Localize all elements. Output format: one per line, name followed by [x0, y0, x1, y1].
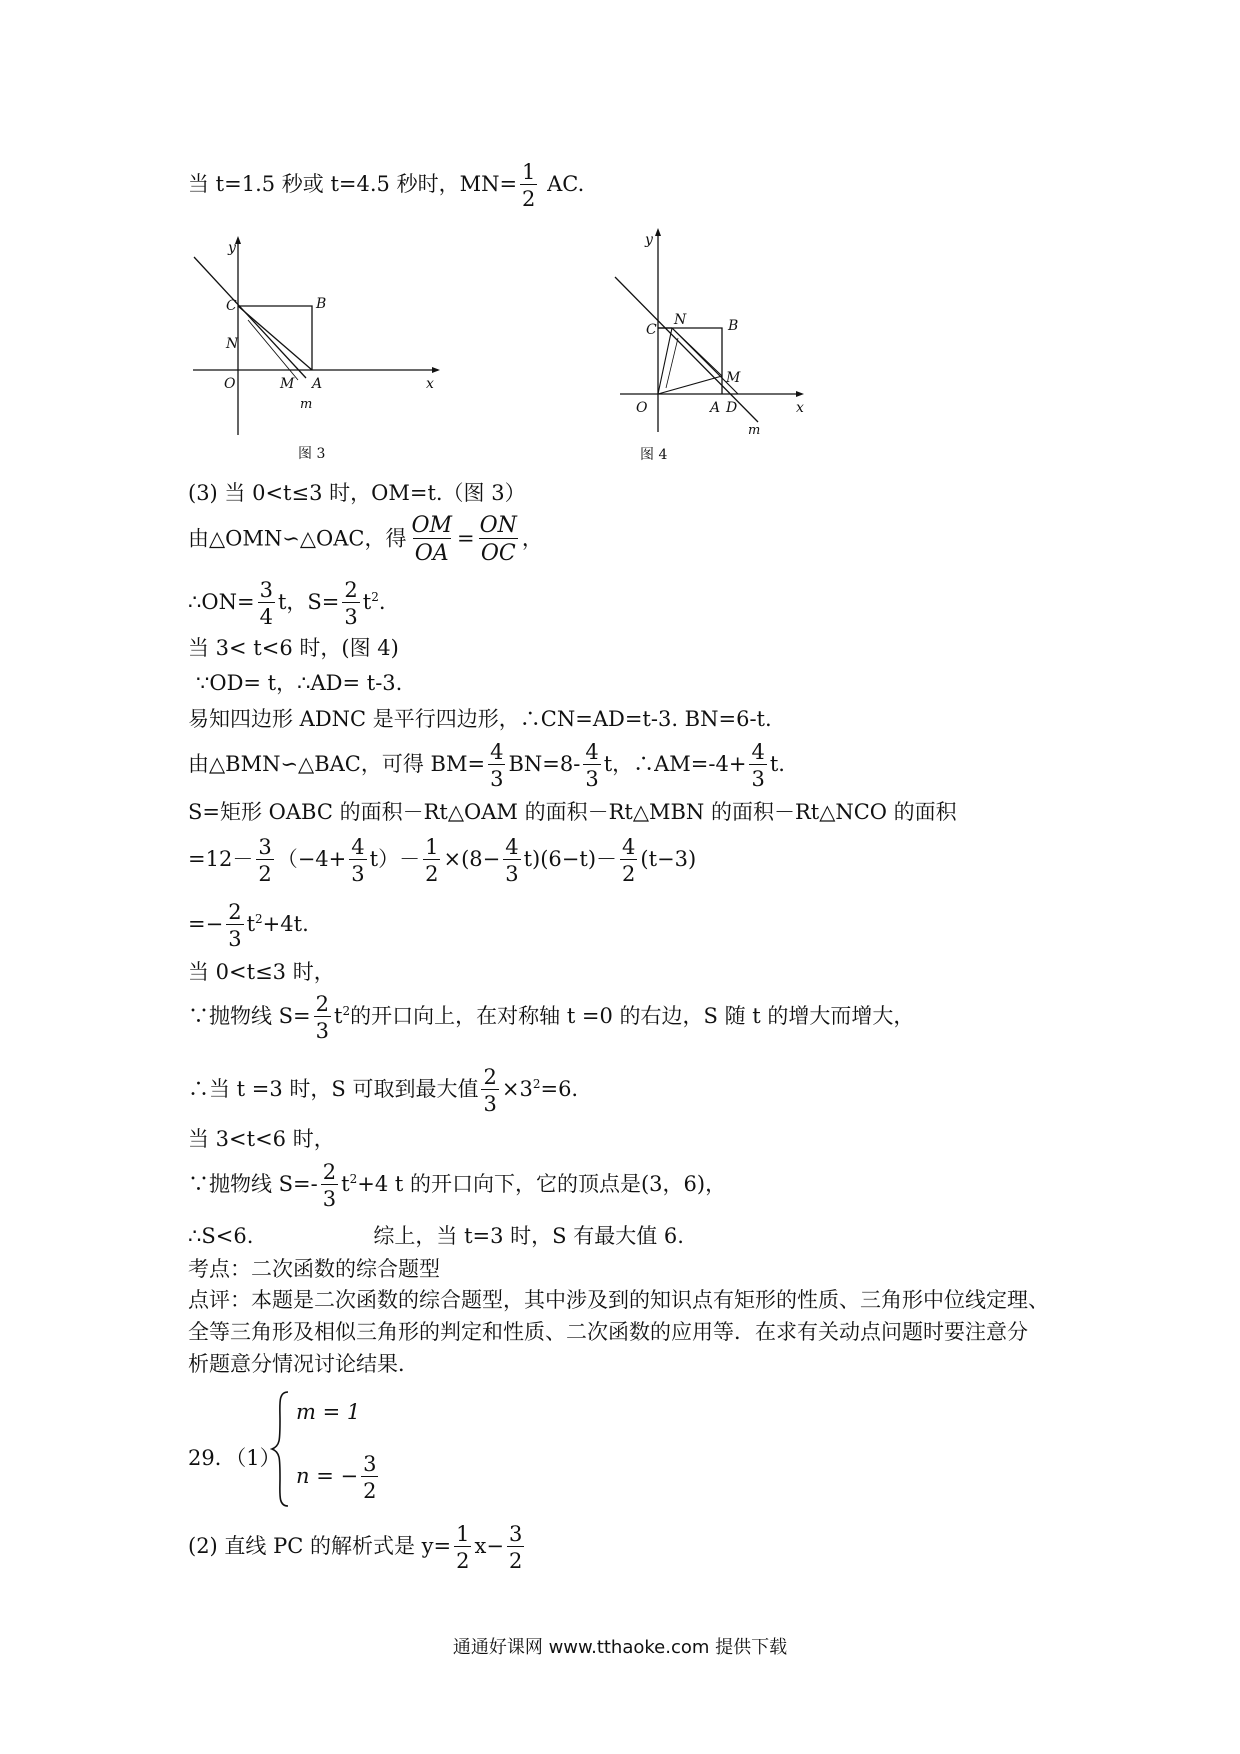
- fig3-label-A: A: [312, 376, 323, 392]
- line-11: =12－ $\frac{3}{2}$ （−4+ $\frac{4}{3}$ t）－ $\frac{1}{2}$ ×(8− $\frac{4}{3}$ t)(6−t)－ $\frac{4}{2}$ (t−3): [188, 835, 697, 887]
- fig4-label-A: A: [710, 400, 721, 416]
- fig3-label-y: y: [228, 240, 236, 256]
- line-7: ∵OD= t，∴AD= t-3.: [196, 671, 403, 695]
- line-3: (3) 当 0<t≤3 时，OM=t.（图 3）: [188, 481, 526, 505]
- fraction: $\frac{4}{3}$: [490, 740, 504, 792]
- fraction: $\frac{2}{3}$: [322, 1160, 337, 1212]
- line-15: ∴当 t =3 时，S 可取到最大值 $\frac{2}{3}$ $\times 3^2=6$.: [188, 1065, 579, 1117]
- fig3-label-O: O: [224, 376, 236, 392]
- fig3-label-m: m: [300, 397, 313, 412]
- fraction: $\frac{3}{4}$: [259, 578, 273, 630]
- fig3-label-M: M: [280, 376, 295, 392]
- fig4-caption: 图 4: [640, 447, 668, 463]
- line-21: 全等三角形及相似三角形的判定和性质、二次函数的应用等．在求有关动点问题时要注意分: [188, 1320, 1028, 1344]
- line-18: ∴S<6. 综上，当 t=3 时，S 有最大值 6.: [188, 1224, 684, 1248]
- fig4-label-y: y: [645, 232, 653, 248]
- fraction: $\frac{1}{2}$: [456, 1522, 470, 1574]
- line-19: 考点：二次函数的综合题型: [188, 1257, 440, 1281]
- fig4-label-B: B: [728, 318, 739, 334]
- fig3-caption: 图 3: [298, 446, 326, 462]
- fraction: $\frac{4}{3}$: [505, 835, 519, 887]
- fraction: $\frac{1}{2}$: [425, 835, 439, 887]
- line-12: =− $\frac{2}{3}$ $t^2+4t$.: [188, 900, 309, 952]
- figure-3: [188, 230, 448, 470]
- line-5: ∴ON= $\frac{3}{4}$ t，S= $\frac{2}{3}$ $t^2$.: [188, 578, 386, 630]
- line-10: S=矩形 OABC 的面积－Rt△OAM 的面积－Rt△MBN 的面积－Rt△NCO 的面积: [188, 800, 957, 824]
- fig4-label-D: D: [726, 400, 738, 416]
- figure-4: [600, 222, 820, 470]
- line-16: 当 3<t<6 时，: [188, 1127, 335, 1151]
- fraction: $\frac{4}{2}$: [622, 835, 636, 887]
- fraction: $\frac{4}{3}$: [751, 740, 765, 792]
- fraction: $\frac{2}{3}$: [228, 900, 242, 952]
- line-22: 析题意分情况讨论结果．: [188, 1352, 419, 1376]
- line-20: 点评：本题是二次函数的综合题型，其中涉及到的知识点有矩形的性质、三角形中位线定理、: [188, 1288, 1049, 1312]
- fig4-label-m: m: [748, 423, 761, 438]
- line-13: 当 0<t≤3 时，: [188, 960, 335, 984]
- fraction: $\frac{2}{3}$: [315, 992, 330, 1044]
- fraction: $\frac{4}{3}$: [351, 835, 365, 887]
- fig3-label-C: C: [226, 298, 237, 314]
- fig3-label-B: B: [316, 296, 327, 312]
- fraction: $\frac{1}{2}$: [522, 160, 536, 212]
- line-9: 由△BMN∽△BAC，可得 BM= $\frac{4}{3}$ BN=8- $\frac{4}{3}$ t，∴AM=-4+ $\frac{4}{3}$ t.: [188, 740, 785, 792]
- fraction: $\frac{3}{2}$: [508, 1522, 523, 1574]
- fig4-label-M: M: [726, 370, 741, 386]
- fig4-label-N: N: [674, 312, 687, 328]
- line-4: 由△OMN∽△OAC，得 $\frac{OM}{OA}$ = $\frac{ON}{OC}$ ，: [188, 513, 543, 567]
- fraction: $\frac{2}{3}$: [344, 578, 358, 630]
- fraction: $\frac{2}{3}$: [483, 1065, 497, 1117]
- line-1: 当 t=1.5 秒或 t=4.5 秒时，MN= $\frac{1}{2}$ AC.: [188, 160, 585, 212]
- line-14: ∵抛物线 S= $\frac{2}{3}$ $t^2$的开口向上，在对称轴 t =0 的右边，S 随 t 的增大而增大，: [188, 992, 915, 1044]
- line-6: 当 3< t<6 时，(图 4): [188, 636, 399, 660]
- fig4-label-C: C: [646, 322, 657, 338]
- fraction: $\frac{OM}{OA}$: [411, 513, 453, 567]
- brace-icon: [270, 1390, 292, 1508]
- line-8: 易知四边形 ADNC 是平行四边形，∴CN=AD=t-3. BN=6-t.: [188, 707, 772, 731]
- line-24: (2) 直线 PC 的解析式是 y= $\frac{1}{2}$ x− $\frac{3}{2}$: [188, 1522, 523, 1574]
- fig4-label-O: O: [636, 400, 648, 416]
- fraction: $\frac{4}{3}$: [585, 740, 599, 792]
- fig4-label-x: x: [796, 400, 804, 416]
- fraction: $\frac{ON}{OC}$: [479, 513, 517, 567]
- fraction: $\frac{3}{2}$: [258, 835, 272, 887]
- fraction: $\frac{3}{2}$: [363, 1452, 377, 1504]
- fig3-label-N: N: [226, 336, 239, 352]
- line-17: ∵抛物线 S=- $\frac{2}{3}$ $t^2+4$ t 的开口向下，它的顶点是(3，6)，: [188, 1160, 727, 1212]
- footer: 通通好课网 www.tthaoke.com 提供下载: [452, 1637, 788, 1658]
- fig3-label-x: x: [426, 376, 434, 392]
